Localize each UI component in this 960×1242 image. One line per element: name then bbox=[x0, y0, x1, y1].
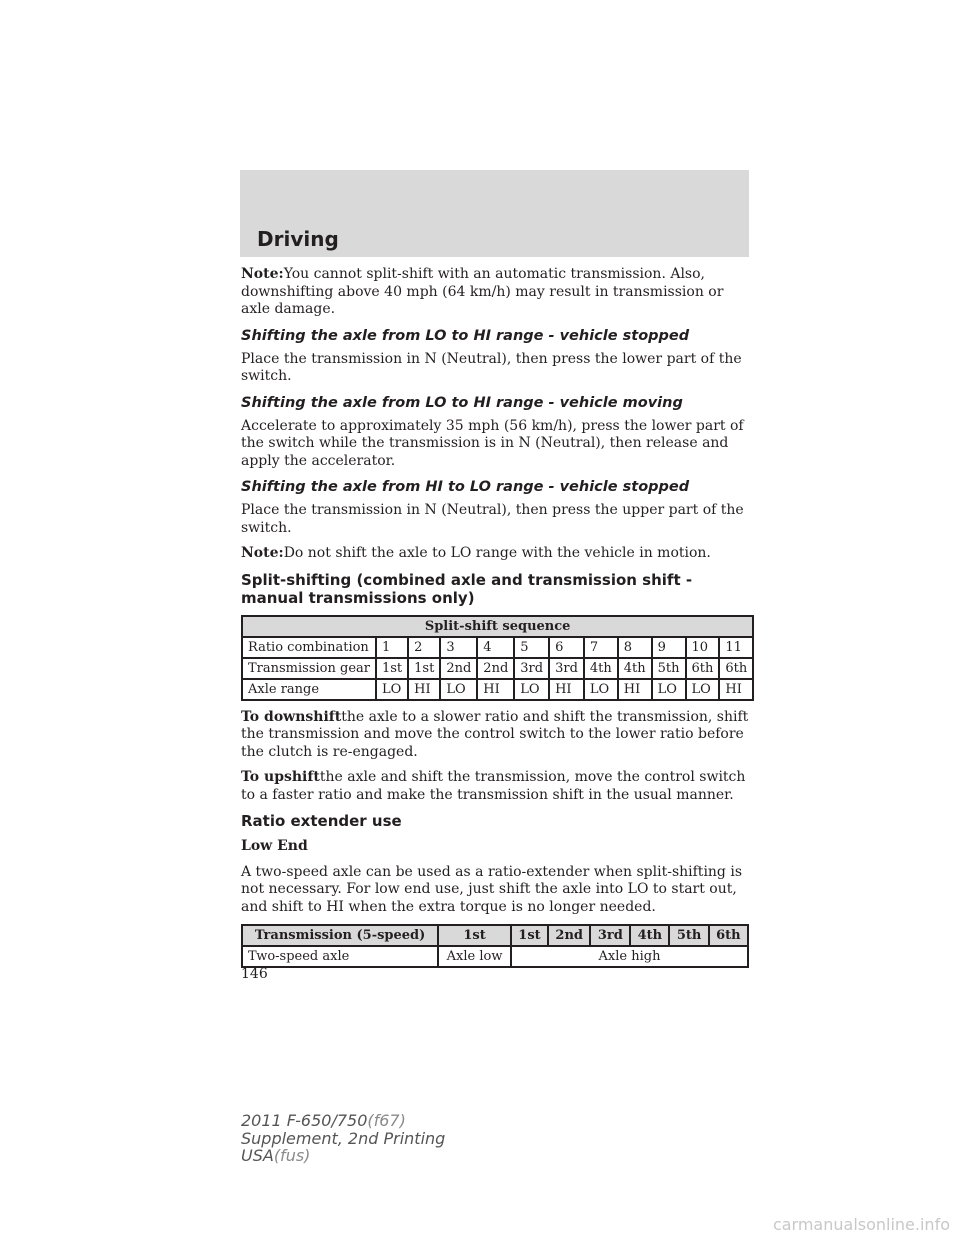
table-cell: 2 bbox=[408, 637, 440, 658]
paragraph-lo-to-hi-moving: Accelerate to approximately 35 mph (56 km/h), press the lower part of the switch while the transmission is in N (Neutral), then release and apply the accelerator. bbox=[241, 417, 744, 469]
table-cell: HI bbox=[408, 679, 440, 700]
subheading-lo-to-hi-moving: Shifting the axle from LO to HI range - vehicle moving bbox=[241, 394, 683, 411]
section-heading-split-shifting: Split-shifting (combined axle and transmission shift - manual transmissions only) bbox=[241, 570, 693, 607]
table-cell: LO bbox=[440, 679, 477, 700]
note-text: You cannot split-shift with an automatic transmission. Also, downshifting above 40 mph (64 km/h) may result in transmission or axle damage. bbox=[241, 266, 724, 317]
paragraph-hi-to-lo-stopped: Place the transmission in N (Neutral), then press the upper part of the switch. bbox=[241, 502, 744, 536]
column-header: 3rd bbox=[590, 925, 630, 946]
ratio-extender-table bbox=[241, 924, 749, 968]
row-label: Ratio combination bbox=[242, 637, 376, 658]
table-cell: 11 bbox=[719, 637, 753, 658]
page-number: 146 bbox=[241, 966, 268, 982]
note-paragraph-2 bbox=[241, 545, 749, 563]
table-title-row bbox=[242, 616, 753, 637]
note-label: Note: bbox=[241, 266, 284, 282]
table-cell: 4th bbox=[584, 658, 618, 679]
table-header-row bbox=[242, 925, 748, 946]
note-label-2: Note: bbox=[241, 545, 284, 561]
table-cell: 6 bbox=[549, 637, 584, 658]
table-row bbox=[242, 658, 753, 679]
table-cell: 9 bbox=[652, 637, 686, 658]
footer-model-code: (f67) bbox=[367, 1111, 406, 1130]
table-cell: 6th bbox=[686, 658, 720, 679]
table-cell: 5th bbox=[652, 658, 686, 679]
table-cell: LO bbox=[686, 679, 720, 700]
table-cell: 3 bbox=[440, 637, 477, 658]
table-cell: HI bbox=[477, 679, 514, 700]
table-cell: 1st bbox=[376, 658, 408, 679]
table-cell: 1 bbox=[376, 637, 408, 658]
table-cell: 4th bbox=[618, 658, 652, 679]
upshift-paragraph bbox=[241, 769, 749, 804]
table-cell: 2nd bbox=[440, 658, 477, 679]
low-end-label bbox=[241, 838, 749, 856]
table-row bbox=[242, 946, 748, 967]
column-header: 6th bbox=[709, 925, 748, 946]
footer-model: 2011 F-650/750 bbox=[241, 1111, 368, 1130]
note-text-2: Do not shift the axle to LO range with the vehicle in motion. bbox=[283, 545, 711, 561]
table-cell: 2nd bbox=[477, 658, 514, 679]
low-end-label-text: Low End bbox=[241, 838, 308, 854]
note-paragraph bbox=[241, 266, 749, 319]
table-cell: LO bbox=[514, 679, 549, 700]
table-cell: LO bbox=[376, 679, 408, 700]
row-label: Axle range bbox=[242, 679, 376, 700]
table-cell: HI bbox=[719, 679, 753, 700]
upshift-label: To upshift bbox=[241, 769, 320, 785]
row-label: Two-speed axle bbox=[242, 946, 438, 967]
table-title: Split-shift sequence bbox=[242, 616, 753, 637]
footer-market: USA bbox=[241, 1146, 274, 1165]
table-cell-axle-high: Axle high bbox=[511, 946, 748, 967]
column-header: 2nd bbox=[548, 925, 591, 946]
paragraph-lo-to-hi-stopped: Place the transmission in N (Neutral), then press the lower part of the switch. bbox=[241, 350, 742, 384]
row-label: Transmission gear bbox=[242, 658, 376, 679]
table-cell: 5 bbox=[514, 637, 549, 658]
table-row bbox=[242, 637, 753, 658]
print-footer bbox=[241, 1112, 445, 1165]
section-header-bar bbox=[240, 170, 749, 257]
table-cell: 1st bbox=[408, 658, 440, 679]
section-title: Driving bbox=[257, 227, 339, 251]
table-cell-axle-low: Axle low bbox=[438, 946, 511, 967]
section-heading-ratio-extender: Ratio extender use bbox=[241, 812, 402, 830]
column-header: 1st bbox=[438, 925, 511, 946]
split-shift-table bbox=[241, 615, 754, 701]
footer-line-1 bbox=[241, 1112, 445, 1130]
low-end-paragraph: A two-speed axle can be used as a ratio-extender when split-shifting is not necessary. For low end use, just shift the axle into LO to start out, and shift to HI when the extra torque is no longer needed. bbox=[241, 863, 743, 915]
subheading-hi-to-lo-stopped: Shifting the axle from HI to LO range - vehicle stopped bbox=[241, 479, 690, 495]
table-cell: 3rd bbox=[549, 658, 584, 679]
subheading-lo-to-hi-stopped: Shifting the axle from LO to HI range - vehicle stopped bbox=[241, 327, 690, 344]
table-cell: HI bbox=[618, 679, 652, 700]
column-header: Transmission (5-speed) bbox=[242, 925, 438, 946]
page-content bbox=[241, 266, 749, 976]
table-cell: 3rd bbox=[514, 658, 549, 679]
table-row bbox=[242, 679, 753, 700]
downshift-paragraph bbox=[241, 709, 749, 762]
footer-line-3 bbox=[241, 1147, 445, 1165]
column-header: 4th bbox=[630, 925, 669, 946]
footer-line-2: Supplement, 2nd Printing bbox=[241, 1128, 446, 1148]
table-cell: LO bbox=[652, 679, 686, 700]
table-cell: 7 bbox=[584, 637, 618, 658]
table-cell: LO bbox=[584, 679, 618, 700]
watermark: carmanualsonline.info bbox=[772, 1215, 950, 1234]
downshift-label: To downshift bbox=[241, 708, 342, 725]
table-cell: 8 bbox=[618, 637, 652, 658]
column-header: 5th bbox=[669, 925, 708, 946]
table-cell: 6th bbox=[719, 658, 753, 679]
column-header: 1st bbox=[511, 925, 548, 946]
downshift-text: the axle to a slower ratio and shift the transmission, shift the transmission and move the control switch to the lower ratio before the clutch is re-engaged. bbox=[241, 708, 749, 760]
table-cell: HI bbox=[549, 679, 584, 700]
table-cell: 10 bbox=[686, 637, 720, 658]
upshift-text: the axle and shift the transmission, move the control switch to a faster ratio and make the transmission shift in the usual manner. bbox=[241, 769, 746, 803]
footer-market-code: (fus) bbox=[273, 1146, 311, 1165]
table-cell: 4 bbox=[477, 637, 514, 658]
